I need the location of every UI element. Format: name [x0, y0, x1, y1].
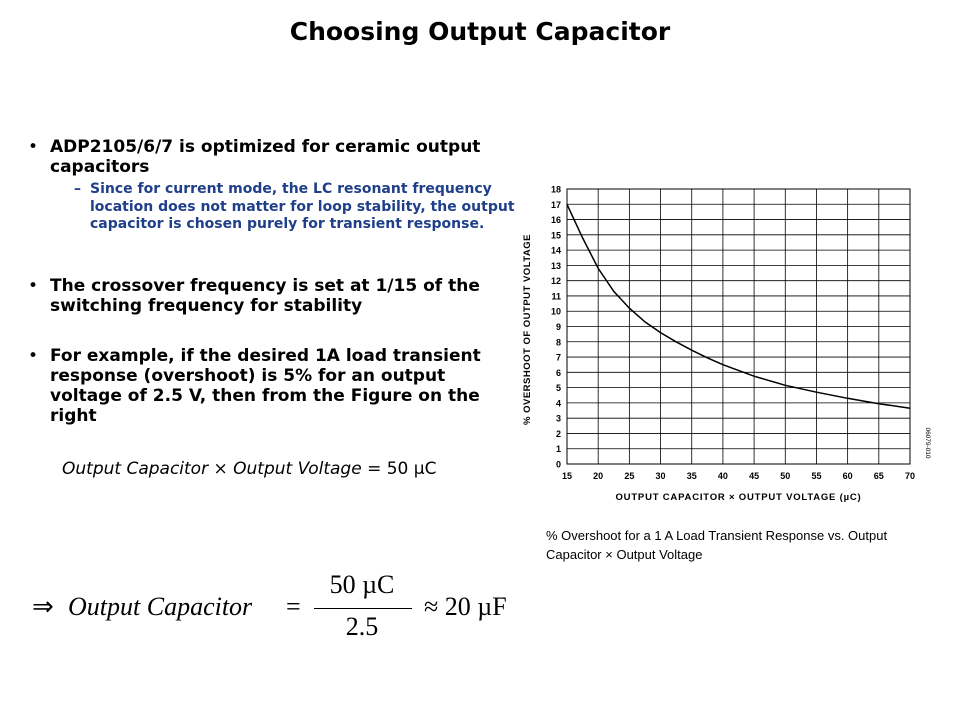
fraction-denominator: 2.5 [345, 612, 379, 641]
y-tick-label: 3 [555, 413, 561, 424]
y-tick-label: 12 [550, 276, 561, 287]
bullet-item [28, 346, 520, 426]
overshoot-chart [515, 178, 935, 508]
y-tick-label: 17 [550, 199, 561, 210]
x-axis-label: OUTPUT CAPACITOR × OUTPUT VOLTAGE (µC) [615, 492, 862, 503]
y-tick-label: 13 [550, 260, 561, 271]
x-tick-label: 40 [717, 471, 728, 481]
y-tick-label: 1 [555, 444, 561, 455]
x-tick-label: 35 [686, 471, 697, 481]
formula-rhs: = 50 µC [361, 459, 437, 479]
x-tick-label: 60 [842, 471, 853, 481]
sub-bullet-dash: – [74, 181, 81, 197]
x-tick-label: 55 [811, 471, 822, 481]
bullet-text: ADP2105/6/7 is optimized for ceramic output capacitors [50, 137, 481, 177]
y-tick-label: 10 [550, 306, 561, 317]
bullet-item [28, 276, 520, 316]
formula-approx-result: ≈ 20 µF [424, 592, 507, 621]
x-tick-label: 15 [561, 471, 573, 481]
y-tick-label: 18 [550, 184, 561, 195]
x-tick-label: 70 [904, 471, 916, 481]
y-tick-label: 0 [555, 459, 561, 470]
x-tick-label: 65 [873, 471, 884, 481]
figure-code: 06079-010 [924, 427, 931, 459]
bullet-dot: • [28, 276, 39, 296]
x-tick-label: 50 [780, 471, 791, 481]
bullet-text: The crossover frequency is set at 1/15 of the switching frequency for stability [50, 276, 480, 316]
capacitor-voltage-formula [62, 459, 436, 479]
bullet-dot: • [28, 137, 39, 157]
chart-caption: % Overshoot for a 1 A Load Transient Response vs. Output Capacitor × Output Voltage [546, 528, 888, 562]
y-tick-label: 15 [550, 230, 561, 241]
x-tick-label: 45 [749, 471, 760, 481]
bullet-dot: • [28, 346, 39, 366]
formula-lhs: Output Capacitor [68, 592, 253, 621]
formula-equals: = [286, 592, 301, 621]
y-tick-label: 6 [555, 367, 561, 378]
bullet-text: For example, if the desired 1A load transient response (overshoot) is 5% for an output voltage of 2.5 V, then from the Figure on the right [50, 346, 481, 426]
y-tick-label: 7 [555, 352, 561, 363]
y-tick-label: 5 [555, 383, 561, 394]
y-tick-label: 8 [555, 337, 561, 348]
y-tick-label: 16 [550, 215, 561, 226]
y-tick-label: 4 [555, 398, 561, 409]
x-tick-label: 20 [593, 471, 604, 481]
slide-title: Choosing Output Capacitor [289, 17, 671, 46]
fraction-numerator: 50 µC [329, 570, 395, 599]
fraction-bar [314, 608, 412, 609]
formula-term-voltage: Output Voltage [233, 459, 362, 479]
bullet-item [28, 137, 520, 234]
y-tick-label: 11 [551, 291, 561, 302]
capacitor-result-formula [32, 570, 512, 642]
formula-times: × [208, 459, 234, 479]
y-axis-label: % OVERSHOOT OF OUTPUT VOLTAGE [522, 234, 533, 425]
y-tick-label: 9 [555, 322, 561, 332]
y-tick-label: 14 [550, 245, 561, 256]
x-tick-label: 30 [655, 471, 666, 481]
x-tick-label: 25 [624, 471, 635, 481]
implies-arrow: ⇒ [32, 592, 54, 621]
sub-bullet-item [50, 181, 520, 234]
formula-term-capacitor: Output Capacitor [62, 459, 209, 479]
sub-bullet-text: Since for current mode, the LC resonant frequency location does not matter for loop stability, the output capacitor is chosen purely for transient response. [90, 181, 515, 232]
y-tick-label: 2 [555, 428, 561, 439]
